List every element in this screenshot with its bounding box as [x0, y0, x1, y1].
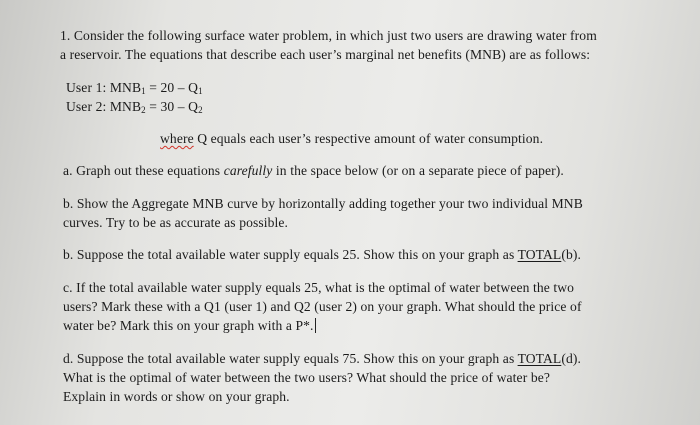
where-rest: Q equals each user’s respective amount of water consumption. [193, 131, 544, 146]
question-1-line-2: a reservoir. The equations that describe each user’s marginal net benefits (MNB) are as follows: [60, 47, 591, 62]
where-statement [160, 131, 543, 147]
user-1-equation [66, 80, 203, 97]
question-1-line-1: 1. Consider the following surface water problem, in which just two users are drawing water from [60, 28, 597, 43]
part-b2-text-pre: b. Suppose the total available water supply equals 25. Show this on your graph as [63, 247, 518, 262]
user-2-label: User 2: [66, 99, 107, 114]
user-2-q-subscript: 2 [198, 105, 203, 115]
part-d-line-1 [63, 351, 581, 367]
part-c-line-3 [63, 318, 316, 334]
user-1-formula: = 20 – Q [145, 80, 199, 95]
part-a-text-post: in the space below (or on a separate piece of paper). [272, 163, 564, 178]
part-a-emphasis: carefully [223, 163, 273, 178]
part-b1-line-1: b. Show the Aggregate MNB curve by horizontally adding together your two individual MNB [63, 196, 583, 211]
part-a-text-pre: a. Graph out these equations [63, 163, 224, 178]
part-c-line-2: users? Mark these with a Q1 (user 1) and Q2 (user 2) on your graph. What should the price of [63, 299, 582, 314]
where-word: where [160, 131, 194, 146]
part-d-total: TOTAL [517, 351, 562, 366]
part-d-line-3: Explain in words or show on your graph. [63, 389, 290, 404]
user-1-mnb-subscript: 1 [141, 86, 146, 96]
part-d-text-pre: d. Suppose the total available water supply equals 75. Show this on your graph as [63, 351, 518, 366]
part-d-line-2: What is the optimal of water between the two users? What should the price of water be? [63, 370, 550, 385]
user-1-label: User 1: [66, 80, 107, 95]
user-2-mnb: MNB [109, 99, 142, 114]
user-2-equation [66, 99, 203, 116]
part-b2-text-post: (b). [561, 247, 581, 262]
part-b2-total: TOTAL [517, 247, 562, 262]
part-b2 [63, 247, 581, 263]
user-1-q-subscript: 1 [198, 86, 203, 96]
part-d-text-post: (d). [561, 351, 581, 366]
part-c-line-3-text: water be? Mark this on your graph with a P*. [63, 318, 314, 333]
user-2-formula: = 30 – Q [145, 99, 199, 114]
user-2-mnb-subscript: 2 [141, 105, 146, 115]
part-b1-line-2: curves. Try to be as accurate as possible. [63, 215, 289, 230]
part-a [63, 163, 564, 179]
text-cursor [315, 318, 316, 333]
user-1-mnb: MNB [109, 80, 142, 95]
part-c-line-1: c. If the total available water supply equals 25, what is the optimal of water between the two [63, 280, 575, 295]
